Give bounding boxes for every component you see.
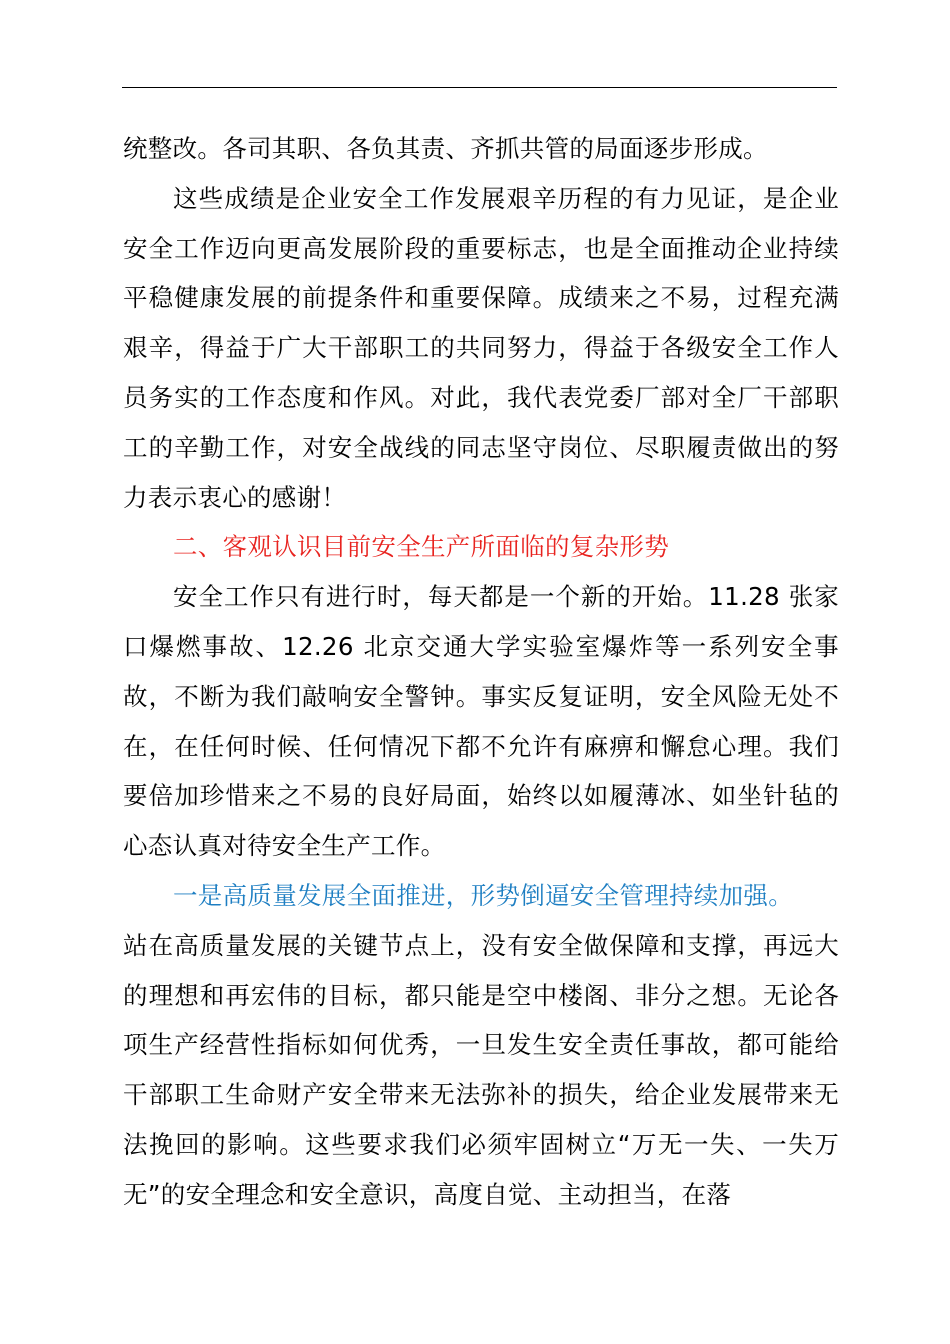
paragraph-continuation: 统整改。各司其职、各负其责、齐抓共管的局面逐步形成。 <box>123 134 768 163</box>
subsection-heading: 一是高质量发展全面推进，形势倒逼安全管理持续加强。 <box>173 880 793 910</box>
paragraph-achievements: 这些成绩是企业安全工作发展艰辛历程的有力见证，是企业安全工作迈向更高发展阶段的重要标志，也是全面推动企业持续平稳健康发展的前提条件和重要保障。成绩来之不易，过程充满艰辛，得益于广大干部职工的共同努力，得益于各级安全工作人员务实的工作态度和作风。对此，我代表党委厂部对全厂干部职工的辛勤工作，对安全战线的同志坚守岗位、尽职履责做出的努力表示衷心的感谢！ <box>123 183 839 512</box>
paragraph-development: 站在高质量发展的关键节点上，没有安全做保障和支撑，再远大的理想和再宏伟的目标，都只能是空中楼阁、非分之想。无论各项生产经营性指标如何优秀，一旦发生安全责任事故，都可能给干部职工生命财产安全带来无法弥补的损失，给企业发展带来无法挽回的影响。这些要求我们必须牢固树立“万无一失、一失万无”的安全理念和安全意识，高度自觉、主动担当，在落 <box>123 930 839 1209</box>
section-heading: 二、客观认识目前安全生产所面临的复杂形势 <box>173 532 669 562</box>
header-rule <box>122 87 837 88</box>
paragraph-situation: 安全工作只有进行时，每天都是一个新的开始。11.28 张家口爆燃事故、12.26 北京交通大学实验室爆炸等一系列安全事故，不断为我们敲响安全警钟。事实反复证明，安全风险无处不在，在任何时候、任何情况下都不允许有麻痹和懈怠心理。我们要倍加珍惜来之不易的良好局面，始终以如履薄冰、如坐针毡的心态认真对待安全生产工作。 <box>123 582 839 861</box>
document-body <box>123 124 839 1220</box>
